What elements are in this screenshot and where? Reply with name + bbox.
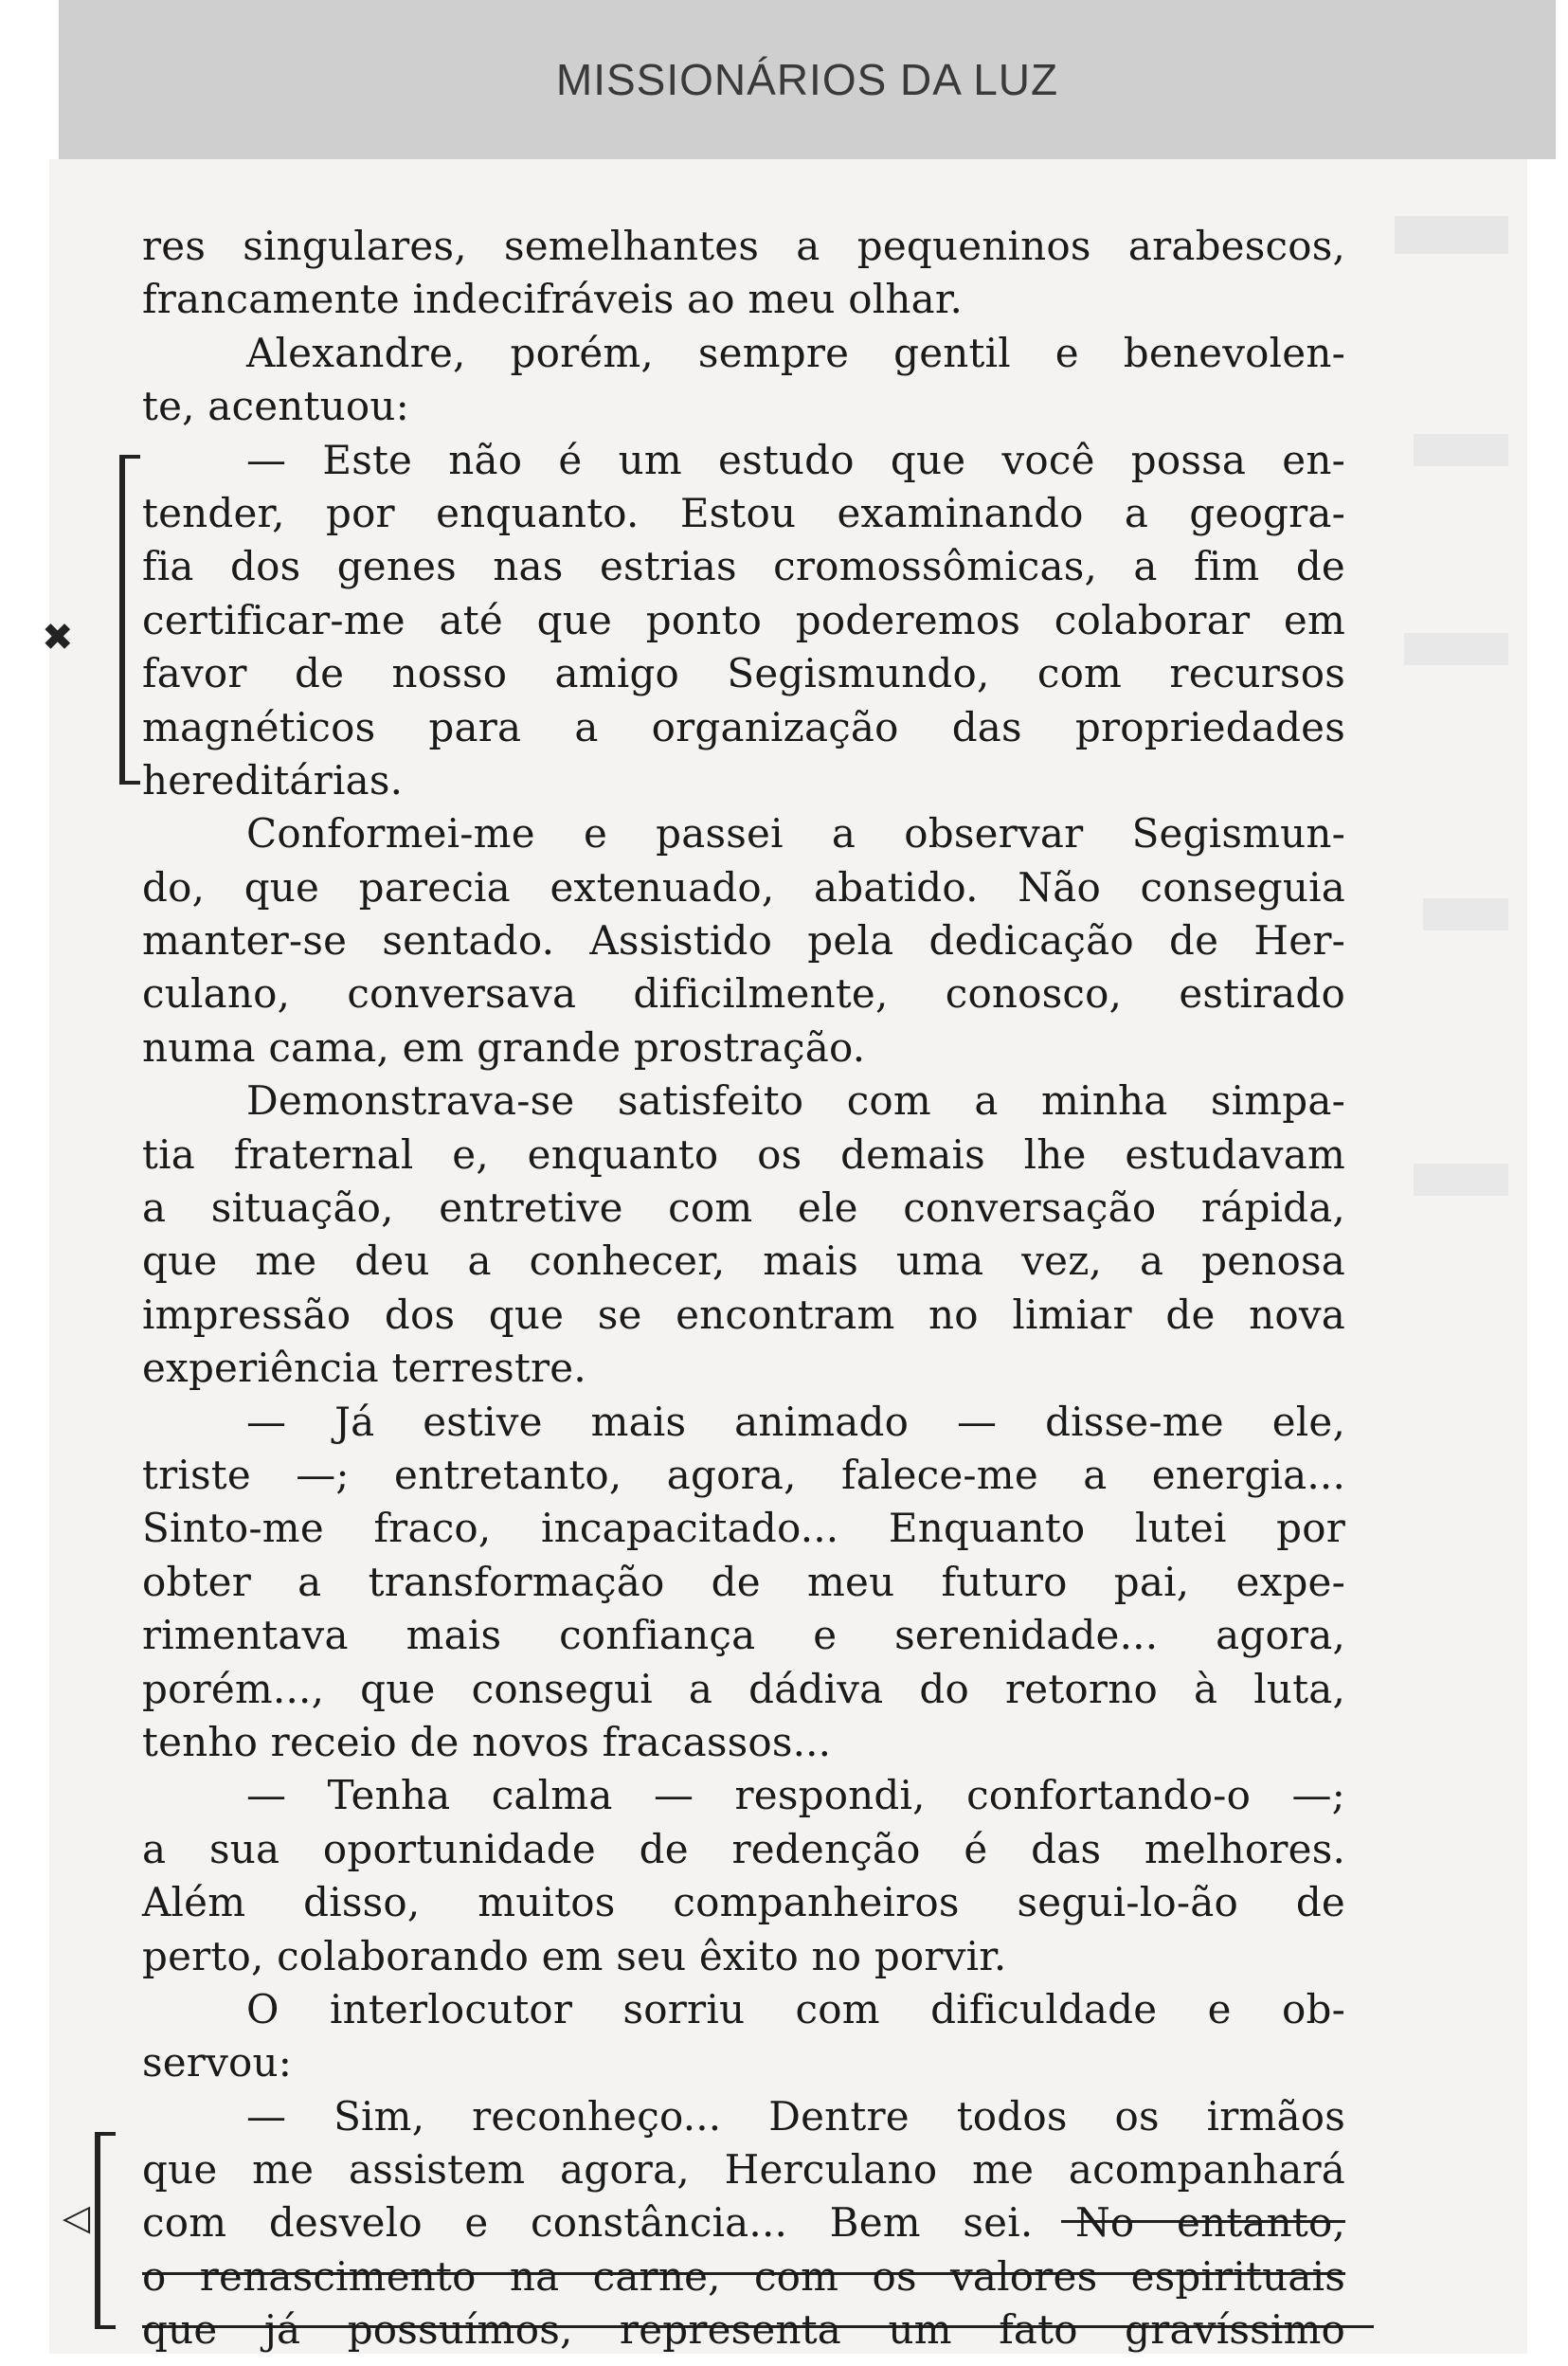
text-line: triste —; entretanto, agora, falece-me a energia... [142, 1451, 1345, 1498]
text-line: impressão dos que se encontram no limiar de nova [142, 1291, 1345, 1338]
text-line: — Já estive mais animado — disse-me ele, [246, 1398, 1345, 1445]
bleed-through-mark [1404, 633, 1508, 665]
text-line: o renascimento na carne, com os valores espirituais [142, 2252, 1345, 2300]
text-line: obter a transformação de meu futuro pai, expe- [142, 1558, 1345, 1605]
text-line: perto, colaborando em seu êxito no porvir. [142, 1932, 1007, 1979]
text-line: que me deu a conhecer, mais uma vez, a penosa [142, 1237, 1345, 1285]
text-line: Além disso, muitos companheiros segui-lo-ão de [142, 1879, 1345, 1926]
text-line: — Tenha calma — respondi, confortando-o —; [246, 1772, 1345, 1819]
running-head-title: MISSIONÁRIOS DA LUZ [555, 55, 1059, 104]
text-line: tender, por enquanto. Estou examinando a geogra- [142, 489, 1345, 536]
text-line: fia dos genes nas estrias cromossômicas, a fim de [142, 543, 1345, 590]
text-line: te, acentuou: [142, 383, 409, 430]
text-line: Demonstrava-se satisfeito com a minha simpa- [246, 1077, 1345, 1125]
text-line: numa cama, em grande prostração. [142, 1023, 866, 1071]
text-line: certificar-me até que ponto poderemos colaborar em [142, 596, 1345, 643]
text-line: com desvelo e constância... Bem sei. No entanto, [142, 2199, 1345, 2247]
text-line: rimentava mais confiança e serenidade... agora, [142, 1612, 1345, 1659]
bleed-through-mark [1414, 1164, 1508, 1196]
text-line: experiência terrestre. [142, 1345, 586, 1392]
text-line: — Sim, reconheço... Dentre todos os irmãos [246, 2092, 1345, 2140]
text-line: tia fraternal e, enquanto os demais lhe estudavam [142, 1130, 1345, 1178]
text-line: O interlocutor sorriu com dificuldade e ob- [246, 1985, 1345, 2032]
bleed-through-mark [1395, 216, 1508, 254]
text-line: a sua oportunidade de redenção é das melhores. [142, 1825, 1345, 1872]
text-line: a situação, entretive com ele conversação rápida, [142, 1184, 1345, 1232]
margin-bracket-mark [119, 455, 140, 785]
text-line: favor de nosso amigo Segismundo, com recursos [142, 650, 1345, 697]
text-line: res singulares, semelhantes a pequeninos arabescos, [142, 223, 1345, 269]
text-line: que me assistem agora, Herculano me acompanhará [142, 2146, 1345, 2194]
text-line: francamente indecifráveis ao meu olhar. [142, 276, 964, 323]
text-line: Conformei-me e passei a observar Segismun- [246, 810, 1345, 858]
header-bar [59, 0, 1556, 159]
text-line: Alexandre, porém, sempre gentil e benevolen- [246, 329, 1345, 376]
text-line: magnéticos para a organização das propriedades [142, 703, 1345, 750]
text-line: Sinto-me fraco, incapacitado... Enquanto lutei por [142, 1505, 1345, 1552]
text-line: — Este não é um estudo que você possa en- [246, 436, 1345, 483]
bleed-through-mark [1423, 898, 1508, 930]
text-line: porém..., que consegui a dádiva do retorno à luta, [142, 1665, 1345, 1712]
bleed-through-mark [1414, 434, 1508, 466]
text-line: culano, conversava dificilmente, conosco, estirado [142, 970, 1345, 1018]
margin-arrow-mark: ◁ [63, 2196, 91, 2238]
text-line: manter-se sentado. Assistido pela dedicação de Her- [142, 917, 1345, 965]
text-line: tenho receio de novos fracassos... [142, 1718, 832, 1765]
text-line: do, que parecia extenuado, abatido. Não conseguia [142, 863, 1345, 911]
margin-bracket-mark [95, 2132, 116, 2329]
margin-arrow-mark: ✖ [42, 616, 74, 659]
text-line: servou: [142, 2039, 293, 2086]
text-line: que já possuímos, representa um fato gravíssimo [142, 2306, 1345, 2354]
book-page-text [142, 220, 1345, 2357]
text-line: hereditárias. [142, 756, 404, 804]
